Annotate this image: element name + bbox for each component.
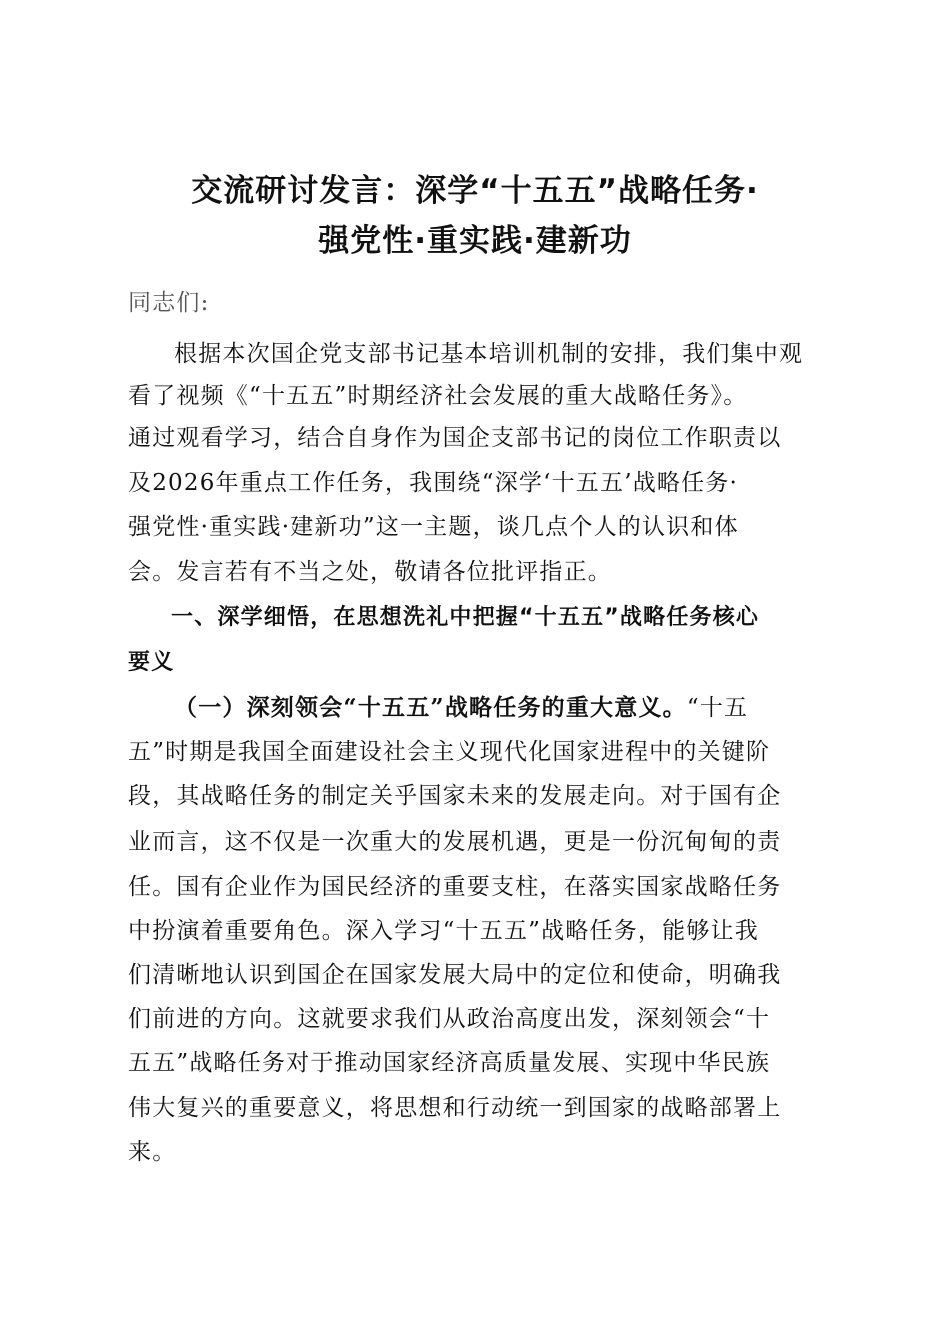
- subsection-paragraph-line: 业而言，这不仅是一次重大的发展机遇，更是一份沉甸甸的责: [128, 829, 782, 855]
- subsection-paragraph-line: 任。国有企业作为国民经济的重要支柱，在落实国家战略任务: [128, 874, 782, 900]
- intro-paragraph-line: 会。发言若有不当之处，敬请各位批评指正。: [128, 559, 612, 585]
- intro-paragraph-line: 根据本次国企党支部书记基本培训机制的安排，我们集中观: [174, 341, 804, 367]
- subsection-paragraph-line: 五”时期是我国全面建设社会主义现代化国家进程中的关键阶: [128, 739, 771, 765]
- intro-paragraph-line: 看了视频《“十五五”时期经济社会发展的重大战略任务》。: [128, 383, 748, 409]
- subsection-paragraph-line: 中扮演着重要角色。深入学习“十五五”战略任务，能够让我: [128, 918, 759, 944]
- subsection-title: （一）深刻领会“十五五”战略任务的重大意义。: [174, 694, 687, 721]
- document-title-line-2: 强党性·重实践·建新功: [318, 223, 632, 259]
- intro-paragraph-line: 强党性·重实践·建新功”这一主题，谈几点个人的认识和体: [128, 514, 739, 540]
- intro-paragraph-line: 通过观看学习，结合自身作为国企支部书记的岗位工作职责以: [128, 425, 782, 451]
- subsection-paragraph-line: 们清晰地认识到国企在国家发展大局中的定位和使命，明确我: [128, 962, 782, 988]
- subsection-first-line: [128, 696, 830, 720]
- subsection-paragraph-line: 来。: [128, 1139, 177, 1165]
- subsection-paragraph-line: 五五”战略任务对于推动国家经济高质量发展、实现中华民族: [128, 1050, 771, 1076]
- subsection-paragraph-line: 段，其战略任务的制定关乎国家未来的发展走向。对于国有企: [128, 783, 782, 809]
- subsection-paragraph-line: 们前进的方向。这就要求我们从政治高度出发，深刻领会“十: [128, 1006, 771, 1032]
- intro-paragraph-line: 及2026年重点工作任务，我围绕“深学‘十五五’战略任务·: [128, 470, 739, 496]
- subsection-body-text: “十五: [686, 695, 749, 721]
- section-heading-line: 要义: [128, 650, 175, 675]
- subsection-paragraph-line: 伟大复兴的重要意义，将思想和行动统一到国家的战略部署上: [128, 1095, 782, 1121]
- section-heading-line: 一、深学细悟，在思想洗礼中把握“十五五”战略任务核心: [171, 605, 760, 630]
- document-title-line-1: 交流研讨发言：深学“十五五”战略任务·: [191, 173, 759, 209]
- salutation: 同志们:: [128, 290, 210, 316]
